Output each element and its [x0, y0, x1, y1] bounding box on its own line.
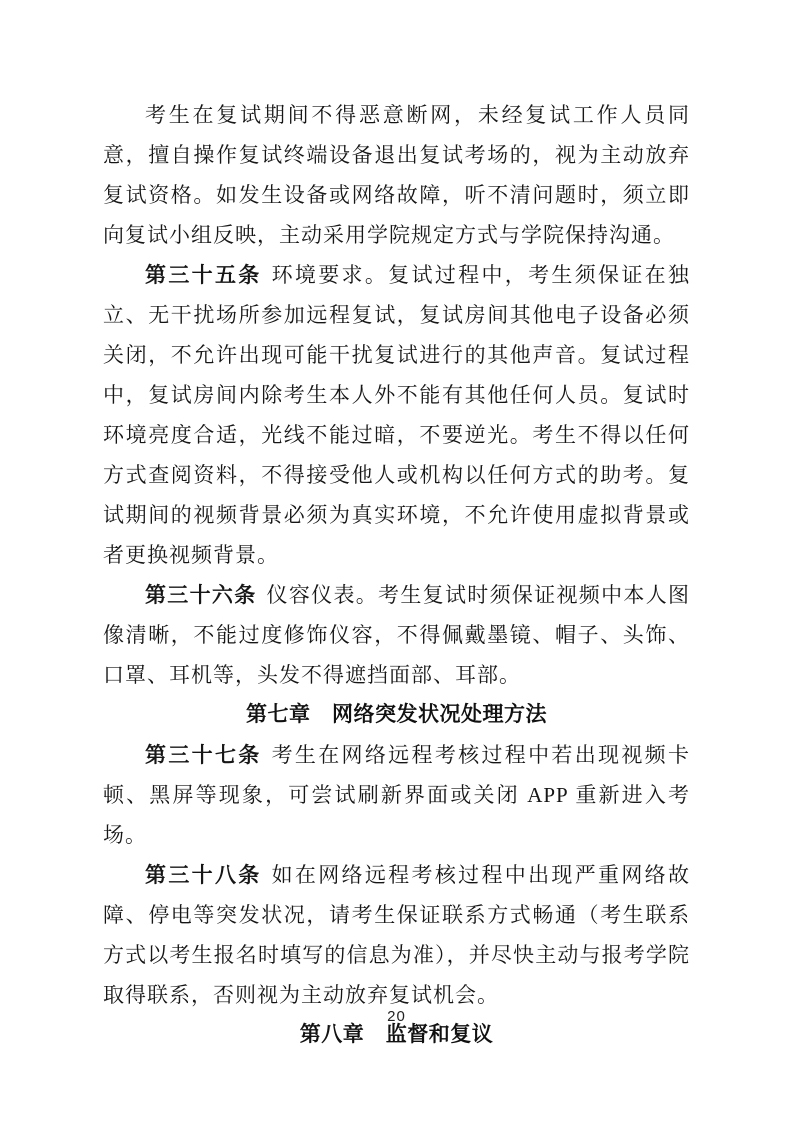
chapter-heading-8: 第八章 监督和复议	[299, 1023, 494, 1046]
page-footer	[0, 1006, 793, 1028]
article-text-36: 仪容仪表。考生复试时须保证视频中本人图像清晰，不能过度修饰仪容，不得佩戴墨镜、帽子、头饰、口罩、耳机等，头发不得遮挡面部、耳部。	[103, 583, 691, 687]
page-number: 20	[387, 1008, 406, 1025]
article-paragraph-37	[103, 735, 690, 855]
article-text-37: 考生在网络远程考核过程中若出现视频卡顿、黑屏等现象，可尝试刷新界面或关闭 APP 重新进入考场。	[103, 743, 691, 847]
article-term-38: 第三十八条	[145, 863, 262, 887]
article-term-36: 第三十六条	[145, 583, 257, 607]
article-term-37: 第三十七条	[145, 743, 262, 767]
chapter-heading-7: 第七章 网络突发状况处理方法	[246, 703, 547, 726]
article-paragraph-36	[103, 575, 690, 695]
body-paragraph: 考生在复试期间不得恶意断网，未经复试工作人员同意，擅自操作复试终端设备退出复试考场的，视为主动放弃复试资格。如发生设备或网络故障，听不清问题时，须立即向复试小组反映，主动采用学院规定方式与学院保持沟通。	[103, 103, 690, 247]
article-term-35: 第三十五条	[145, 263, 262, 287]
document-body	[103, 0, 690, 1055]
article-text-35: 环境要求。复试过程中，考生须保证在独立、无干扰场所参加远程复试，复试房间其他电子设备必须关闭，不允许出现可能干扰复试进行的其他声音。复试过程中，复试房间内除考生本人外不能有其他任何人员。复试时环境亮度合适，光线不能过暗，不要逆光。考生不得以任何方式查阅资料，不得接受他人或机构以任何方式的助考。复试期间的视频背景必须为真实环境，不允许使用虚拟背景或者更换视频背景。	[103, 263, 691, 567]
article-paragraph-35	[103, 255, 690, 575]
article-text-38: 如在网络远程考核过程中出现严重网络故障、停电等突发状况，请考生保证联系方式畅通（考生联系方式以考生报名时填写的信息为准），并尽快主动与报考学院取得联系，否则视为主动放弃复试机会。	[103, 863, 691, 1007]
article-paragraph-38	[103, 855, 690, 1015]
